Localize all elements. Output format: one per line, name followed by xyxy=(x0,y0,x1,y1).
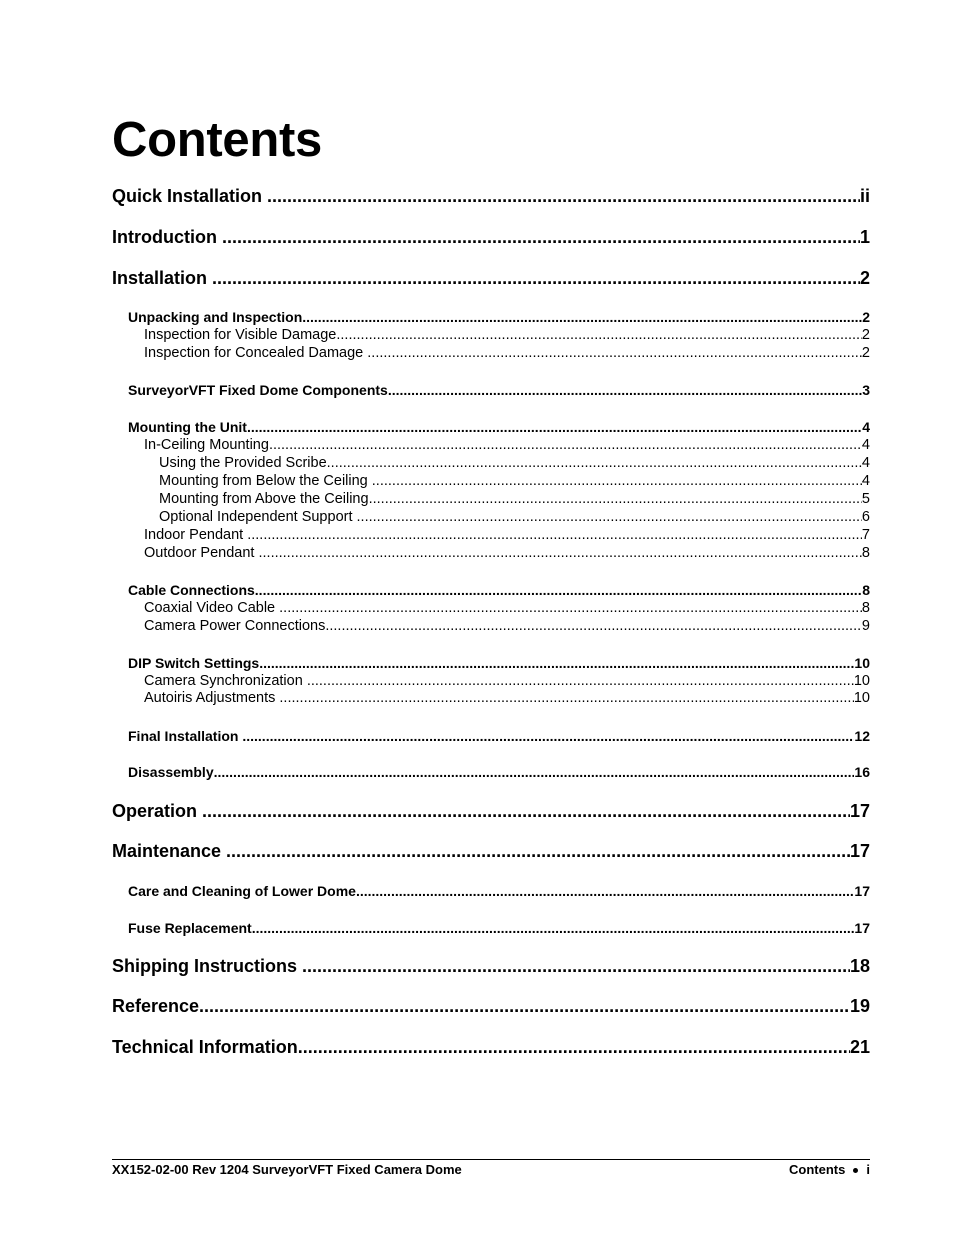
leader-dots xyxy=(325,617,862,635)
toc-entry-label: Coaxial Video Cable xyxy=(144,600,276,616)
leader-dots xyxy=(226,840,850,862)
toc-entry-reference[interactable] xyxy=(112,995,870,1017)
toc-entry-label: Mounting from Above the Ceiling xyxy=(159,491,369,507)
toc-entry-page: 5 xyxy=(861,491,870,507)
toc-entry-concealed-damage[interactable] xyxy=(144,344,870,362)
leader-dots xyxy=(247,526,862,544)
toc-entry-below-ceiling[interactable] xyxy=(159,472,870,490)
leader-dots xyxy=(199,995,850,1017)
footer-page-number: i xyxy=(866,1162,870,1177)
toc-entry-cable-connections[interactable] xyxy=(128,581,870,599)
toc-entry-page: 3 xyxy=(862,382,870,398)
toc-entry-independent-support[interactable] xyxy=(159,508,870,526)
toc-entry-visible-damage[interactable] xyxy=(144,326,870,344)
toc-entry-camera-power[interactable] xyxy=(144,617,870,635)
toc-entry-label: Mounting from Below the Ceiling xyxy=(159,473,368,489)
toc-entry-page: 18 xyxy=(849,956,870,976)
toc-entry-in-ceiling-mounting[interactable] xyxy=(144,436,870,454)
leader-dots xyxy=(269,436,862,454)
toc-entry-page: 4 xyxy=(861,473,870,489)
toc-entry-dip-switch[interactable] xyxy=(128,654,870,672)
toc-entry-label: Using the Provided Scribe xyxy=(159,455,327,471)
leader-dots xyxy=(298,1036,850,1058)
toc-entry-autoiris[interactable] xyxy=(144,689,870,707)
toc-entry-label: Indoor Pendant xyxy=(144,527,244,543)
leader-dots xyxy=(267,185,860,207)
leader-dots xyxy=(327,454,862,472)
footer-rule xyxy=(112,1159,870,1160)
toc-entry-label: Quick Installation xyxy=(112,186,263,206)
leader-dots xyxy=(279,599,862,617)
toc-entry-label: Disassembly xyxy=(128,764,214,780)
toc-entry-shipping[interactable] xyxy=(112,955,870,977)
toc-entry-label: Autoiris Adjustments xyxy=(144,690,276,706)
toc-entry-page: 16 xyxy=(854,764,870,780)
toc-entry-page: 12 xyxy=(854,728,870,744)
toc-entry-label: Mounting the Unit xyxy=(128,419,247,435)
toc-entry-provided-scribe[interactable] xyxy=(159,454,870,472)
toc-entry-outdoor-pendant[interactable] xyxy=(144,544,870,562)
bullet-icon xyxy=(853,1168,858,1173)
toc-entry-page: 17 xyxy=(854,920,870,936)
toc-entry-page: 2 xyxy=(859,268,870,288)
toc-entry-above-ceiling[interactable] xyxy=(159,490,870,508)
toc-entry-page: 17 xyxy=(849,841,870,861)
toc-entry-introduction[interactable] xyxy=(112,226,870,248)
toc-entry-label: Reference xyxy=(112,996,200,1016)
toc-entry-label: In-Ceiling Mounting xyxy=(144,437,269,453)
toc-entry-label: Shipping Instructions xyxy=(112,956,297,976)
toc-entry-label: Introduction xyxy=(112,227,217,247)
toc-entry-technical-information[interactable] xyxy=(112,1036,870,1058)
toc-entry-label: Final Installation xyxy=(128,728,239,744)
leader-dots xyxy=(279,689,853,707)
toc-entry-label: DIP Switch Settings xyxy=(128,655,260,671)
toc-entry-label: Care and Cleaning of Lower Dome xyxy=(128,883,356,899)
toc-entry-quick-installation[interactable] xyxy=(112,185,870,207)
toc-entry-label: Inspection for Concealed Damage xyxy=(144,345,364,361)
toc-entry-page: 17 xyxy=(854,883,870,899)
leader-dots xyxy=(356,882,854,900)
leader-dots xyxy=(259,654,854,672)
toc-entry-installation[interactable] xyxy=(112,267,870,289)
toc-entry-page: 10 xyxy=(853,673,870,689)
footer-page-info xyxy=(789,1162,870,1178)
toc-entry-page: 4 xyxy=(862,419,870,435)
toc-entry-page: 8 xyxy=(861,600,870,616)
toc-entry-label: Optional Independent Support xyxy=(159,509,353,525)
leader-dots xyxy=(388,381,862,399)
leader-dots xyxy=(242,727,854,745)
toc-entry-coaxial-video-cable[interactable] xyxy=(144,599,870,617)
toc-entry-label: Outdoor Pendant xyxy=(144,545,255,561)
toc-entry-operation[interactable] xyxy=(112,800,870,822)
toc-entry-page: 7 xyxy=(861,527,870,543)
leader-dots xyxy=(369,490,862,508)
toc-entry-label: Maintenance xyxy=(112,841,222,861)
toc-entry-page: 2 xyxy=(861,327,870,343)
toc-entry-fuse-replacement[interactable] xyxy=(128,919,870,937)
toc-entry-page: 2 xyxy=(861,345,870,361)
leader-dots xyxy=(212,267,860,289)
toc-entry-final-installation[interactable] xyxy=(128,727,870,745)
leader-dots xyxy=(255,581,862,599)
toc-entry-mounting-the-unit[interactable] xyxy=(128,418,870,436)
toc-entry-page: 2 xyxy=(862,309,870,325)
toc-entry-page: 17 xyxy=(849,801,870,821)
leader-dots xyxy=(258,544,861,562)
toc-entry-maintenance[interactable] xyxy=(112,840,870,862)
toc-entry-page: 8 xyxy=(861,545,870,561)
toc-entry-label: Camera Synchronization xyxy=(144,673,303,689)
toc-entry-page: ii xyxy=(859,186,870,206)
page-title: Contents xyxy=(112,113,322,167)
toc-entry-page: 6 xyxy=(861,509,870,525)
toc-entry-label: Inspection for Visible Damage xyxy=(144,327,337,343)
toc-entry-page: 1 xyxy=(859,227,870,247)
leader-dots xyxy=(357,508,862,526)
leader-dots xyxy=(367,344,862,362)
leader-dots xyxy=(307,672,854,690)
toc-entry-page: 10 xyxy=(854,655,870,671)
toc-entry-label: Fuse Replacement xyxy=(128,920,252,936)
leader-dots xyxy=(202,800,850,822)
toc-entry-camera-sync[interactable] xyxy=(144,672,870,690)
leader-dots xyxy=(302,308,862,326)
leader-dots xyxy=(336,326,862,344)
toc-entry-page: 4 xyxy=(861,455,870,471)
toc-entry-disassembly[interactable] xyxy=(128,763,870,781)
toc-entry-indoor-pendant[interactable] xyxy=(144,526,870,544)
toc-entry-page: 19 xyxy=(849,996,870,1016)
footer-document-title: XX152-02-00 Rev 1204 SurveyorVFT Fixed Camera Dome xyxy=(112,1162,462,1177)
leader-dots xyxy=(214,763,855,781)
toc-entry-page: 9 xyxy=(861,618,870,634)
leader-dots xyxy=(222,226,860,248)
toc-entry-page: 8 xyxy=(862,582,870,598)
leader-dots xyxy=(302,955,850,977)
toc-entry-label: Cable Connections xyxy=(128,582,255,598)
toc-entry-components[interactable] xyxy=(128,381,870,399)
toc-entry-page: 21 xyxy=(849,1037,870,1057)
toc-entry-label: Operation xyxy=(112,801,198,821)
toc-entry-label: Technical Information xyxy=(112,1037,298,1057)
footer-section: Contents xyxy=(789,1162,846,1177)
toc-entry-label: Camera Power Connections xyxy=(144,618,326,634)
toc-entry-label: Unpacking and Inspection xyxy=(128,309,303,325)
toc-entry-page: 10 xyxy=(853,690,870,706)
toc-entry-label: Installation xyxy=(112,268,208,288)
leader-dots xyxy=(372,472,862,490)
leader-dots xyxy=(247,418,862,436)
toc-entry-label: SurveyorVFT Fixed Dome Components xyxy=(128,382,388,398)
toc-entry-unpacking[interactable] xyxy=(128,308,870,326)
leader-dots xyxy=(252,919,855,937)
toc-entry-page: 4 xyxy=(861,437,870,453)
toc-entry-care-cleaning[interactable] xyxy=(128,882,870,900)
